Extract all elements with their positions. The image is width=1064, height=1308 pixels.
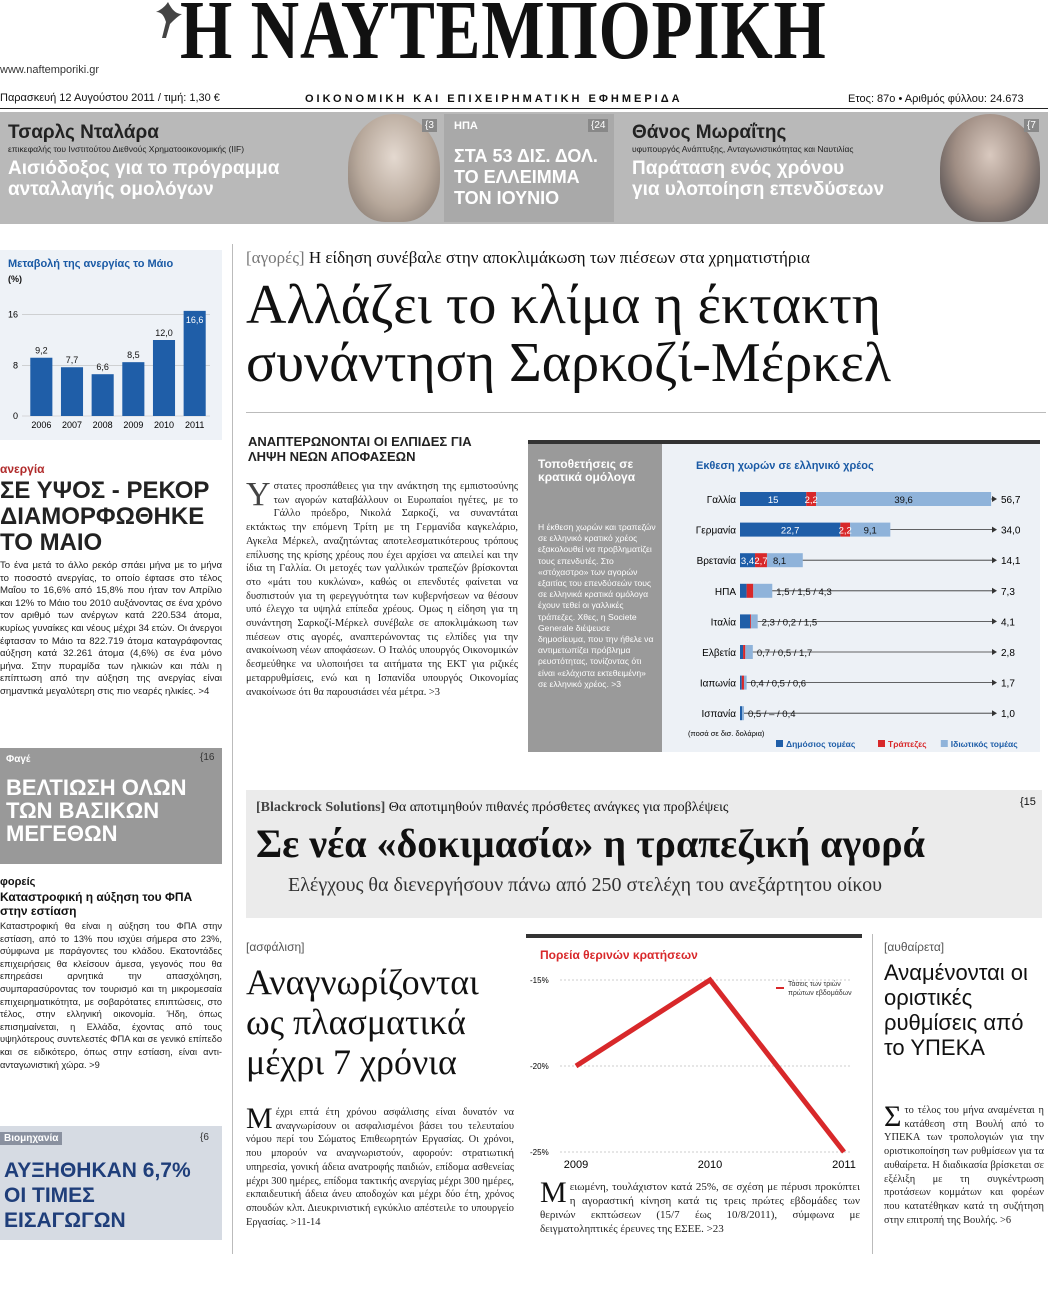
teaser-right-name: Θάνος Μωραΐτης [632,122,787,143]
teaser-left-name: Τσαρλς Νταλάρα [8,122,159,143]
exposure-legend-swatch [878,740,885,747]
left-sub-kicker: φορείς [0,876,36,888]
exposure-segment-label: 8,1 [772,556,787,568]
exposure-legend-swatch [941,740,948,747]
bookings-xtick: 2010 [697,1159,723,1171]
main-kicker [246,248,1046,268]
exposure-bar-segment [753,584,772,598]
exposure-segment-label: 0,7 / 0,5 / 1,7 [756,648,813,659]
blackrock-page: {15 [1020,796,1036,808]
exposure-bar-segment [740,645,743,659]
teaser-middle-text [454,146,604,209]
right-separator [872,934,873,1254]
left-kicker: ανεργία [0,462,45,476]
unemployment-ytick: 16 [7,309,18,320]
paper-subtitle: ΟΙΚΟΝΟΜΙΚΗ ΚΑΙ ΕΠΙΧΕΙΡΗΜΑΤΙΚΗ ΕΦΗΜΕΡΙΔΑ [305,93,683,105]
unemployment-xtick: 2008 [92,420,113,430]
exposure-segment-label: 2,2 [838,525,852,537]
unemployment-value-label: 6,6 [96,362,109,373]
teaser-left-headline-2: ανταλλαγής ομολόγων [8,179,214,200]
bookings-chart-panel [526,934,862,1174]
main-subhead: ΑΝΑΠΤΕΡΩΝΟΝΤΑΙ ΟΙ ΕΛΠΙΔΕΣ ΓΙΑ ΛΗΨΗ ΝΕΩΝ ΑΠΟΦΑΣΕΩΝ [248,434,472,464]
main-headline[interactable] [246,276,1046,392]
exposure-segment-label: 0,4 / 0,5 / 0,6 [750,678,807,690]
industry-box-page: {6 [200,1132,209,1143]
exposure-country-label: Βρετανία [696,556,736,568]
exposure-legend-label: Ιδιωτικός τομέας [950,739,1018,749]
unemployment-ytick: 8 [12,360,18,371]
exposure-bar-segment [744,676,747,690]
insurance-body: έχρι επτά έτη χρόνου ασφάλισης είναι δυνατόν να αναγνωρίσουν οι ασφαλισμένοι βάσει του τελευταίου νόμου περί του Σώματος Επιθεωρητών Εργασίας. Οι χρόνοι, που μπορούν να αναγνωριστούν, αφορούν: στρατιωτική υπηρεσία, γονική άδεια ανατροφής παιδιών, επίδομα ασθενείας μέχρι 300 ημέρες, επίδομα τακτικής ανεργίας μέχρι 300 ημέρες, εκπαιδευτική άδεια άνευ αποδοχών και μέχρι δύο έτη, χρόνος σπουδών κλπ. Διευκρινιστική εγκύκλιο απέστειλε το υπουργείο Εργασίας. >11-14 [246,1107,514,1228]
masthead-title: Η ΝΑΥΤΕΜΠΟΡΙΚΗ [180,0,827,77]
exposure-bar-segment [740,614,750,628]
unemployment-value-label: 16,6 [185,314,204,325]
blackrock-kicker [256,800,728,816]
industry-box[interactable] [0,1126,222,1240]
unemployment-ytick: 0 [12,411,18,421]
exposure-total-label: 2,8 [1001,648,1015,659]
exposure-box-title: Τοποθετήσεις σε κρατικά ομόλογα [538,457,636,484]
unemployment-bar [122,362,144,416]
left-body: Το ένα μετά το άλλο ρεκόρ σπάει μήνα με το μήνα το ποσοστό ανεργίας, το οποίο έφτασε στο τέλος Μαΐου το 16,6% από 15,8% που ήταν τον Απρίλιο και 12% το Μάιο του 2010 αυξάνοντας σε ένα χρόνο τον αριθμό των ανέργων κατά 220.534 άτομα, κυρίως γυναίκες και νέους μέχρι 34 ετών. Οι άνεργοι έφτασαν το Μάιο τα 822.719 άτομα καταγράφοντας αύξηση κατά 32.261 άτομα (4,6%) σε ένα μόνο μήνα. Στην πυραμίδα των ηλικιών και πάλι η επίπτωση από την αύξηση της ανεργίας είναι σημαντικά μεγαλύτερη στις πιο νεαρές ηλικίες. >4 [0,560,222,697]
exposure-total-label: 34,0 [1001,525,1021,537]
exposure-bar-segment [740,584,747,598]
right-kicker: [αυθαίρετα] [884,940,945,954]
fage-box-page: {16 [200,752,215,763]
exposure-segment-label: 2,3 / 0,2 / 1,5 [761,617,818,629]
main-headline-line-2: συνάντηση Σαρκοζί-Μέρκελ [246,332,892,394]
unemployment-chart-title: Μεταβολή της ανεργίας το Μάιο [8,258,174,270]
bookings-ytick: -25% [530,1148,549,1157]
unemployment-chart-ylabel: (%) [8,274,22,284]
teaser-right-headline-1: Παράταση ενός χρόνου [632,158,845,179]
exposure-bar-segment [740,706,742,720]
exposure-segment-label: 9,1 [863,525,877,537]
insurance-kicker: [ασφάλιση] [246,940,305,954]
unemployment-bar [61,367,83,416]
right-body: το τέλος του μήνα αναμένεται η κατάθεση στη Βουλή από το ΥΠΕΚΑ των τροπολογιών για την οριστικοποίηση των ρυθμίσεων για τα αυθαίρετα. Η διαδικασία βρίσκεται σε εξέλιξη με τη συγκέντρωση προτάσεων κομμάτων και φορέων που κατατέθηκαν κατά τη συζήτηση στην επιτροπή της Βουλής. >6 [884,1105,1044,1226]
exposure-arrow-icon [992,710,997,716]
teaser-right-headline-2: για υλοποίηση επενδύσεων [632,179,885,200]
unemployment-xtick: 2007 [61,420,83,430]
left-sub-head[interactable]: Καταστροφική η αύξηση του ΦΠΑ στην εστίαση [0,890,193,918]
fage-box-tag: Φαγέ [6,754,31,765]
exposure-box [528,440,662,752]
bookings-xtick: 2009 [563,1159,589,1171]
unemployment-value-label: 9,2 [35,345,48,356]
exposure-country-label: Ιταλία [710,617,736,629]
issue-number: Ετος: 87ο • Αριθμός φύλλου: 24.673 [848,93,1024,105]
bookings-body: ειωμένη, τουλάχιστον κατά 25%, σε σχέση με πέρυσι προκύπτει η αγοραστική κίνηση κατά τις τρεις πρώτες εβδομάδες των θερινών εκπτώσεων (15/7 έως 10/8/2011), σύμφωνα με δειγματοληπτικές έρευνες της ΕΣΕΕ. >23 [540,1181,860,1235]
masthead-divider [0,108,1048,109]
teaser-right-page: {7 [1024,119,1039,132]
exposure-chart-panel [662,444,1040,752]
exposure-bar-segment [742,676,744,690]
right-headline[interactable]: Αναμένονται οι οριστικές ρυθμίσεις από το ΥΠΕΚΑ [884,960,1028,1060]
unemployment-chart [0,250,222,440]
main-divider [246,412,1046,413]
exposure-note: (ποσά σε δισ. δολάρια) [688,729,765,738]
fage-box-headline: ΒΕΛΤΙΩΣΗ ΟΛΩΝ ΤΩΝ ΒΑΣΙΚΩΝ ΜΕΓΕΘΩΝ [6,775,187,846]
exposure-legend-label: Τράπεζες [888,739,927,749]
insurance-body-wrap [246,1102,514,1229]
bookings-body-wrap [540,1176,860,1236]
exposure-country-label: Γαλλία [706,495,736,506]
main-dropcap: Υ [246,476,271,513]
exposure-arrow-icon [992,557,997,563]
bookings-chart-title: Πορεία θερινών κρατήσεων [540,948,698,962]
exposure-segment-label: 3,4 [740,556,755,568]
exposure-country-label: Ισπανία [701,709,736,721]
blackrock-kicker-tag: [Blackrock Solutions] [256,800,386,815]
exposure-segment-label: 39,6 [894,495,913,506]
exposure-legend-label: Δημόσιος τομέας [786,739,856,749]
main-body-wrap [246,476,518,699]
exposure-segment-label: 2,2 [804,495,818,506]
teaser-left-page: {3 [422,119,437,132]
unemployment-value-label: 7,7 [65,355,79,366]
exposure-total-label: 56,7 [1001,495,1021,506]
teaser-middle-page: {24 [588,119,608,132]
exposure-bar-segment [745,645,753,659]
unemployment-value-label: 8,5 [127,350,140,361]
exposure-legend-swatch [776,740,783,747]
teaser-right-role: υφυπουργός Ανάπτυξης, Ανταγωνιστικότητας και Ναυτιλίας [632,144,854,154]
unemployment-bar [30,358,52,416]
unemployment-bar [184,311,206,416]
exposure-segment-label: 2,7 [754,556,768,568]
unemployment-xtick: 2009 [123,420,144,430]
exposure-total-label: 1,0 [1001,709,1015,721]
exposure-arrow-icon [992,496,997,502]
fage-box[interactable] [0,748,222,864]
exposure-bar-segment [743,645,745,659]
blackrock-kicker-text: Θα αποτιμηθούν πιθανές πρόσθετες ανάγκες για προβλέψεις [388,800,729,815]
bookings-dropcap: Μ [540,1176,567,1209]
exposure-country-label: Γερμανία [695,525,736,537]
bookings-chart-legend: Τάσεις των τριών πρώτων εβδομάδων [788,981,852,997]
unemployment-chart-panel [0,250,222,440]
exposure-bar-segment [747,584,754,598]
exposure-segment-label: 0,5 / – / 0,4 [747,709,796,721]
insurance-headline[interactable]: Αναγνωρίζονται ως πλασματικά μέχρι 7 χρόνια [246,962,479,1082]
exposure-segment-label: 15 [767,495,779,506]
column-separator [232,244,233,1254]
teaser-right[interactable] [632,122,962,200]
exposure-bar-segment [751,614,758,628]
bookings-xtick: 2011 [832,1159,856,1171]
exposure-country-label: Ιαπωνία [699,678,736,690]
exposure-arrow-icon [992,527,997,533]
unemployment-xtick: 2006 [31,420,52,430]
teaser-middle-line-3: ΤΟΝ ΙΟΥΝΙΟ [454,188,560,208]
exposure-country-label: ΗΠΑ [714,586,736,598]
exposure-bar-segment [740,676,742,690]
bookings-ytick: -15% [530,976,549,985]
exposure-chart-title: Εκθεση χωρών σε ελληνικό χρέος [696,460,874,472]
exposure-bar-segment [742,706,744,720]
blackrock-headline[interactable]: Σε νέα «δοκιμασία» η τραπεζική αγορά [256,821,925,866]
bookings-chart [526,934,862,1174]
unemployment-bar [153,340,175,416]
bookings-ytick: -20% [530,1062,549,1071]
unemployment-xtick: 2010 [153,420,175,430]
left-headline[interactable]: ΣΕ ΥΨΟΣ - ΡΕΚΟΡ ΔΙΑΜΟΡΦΩΘΗΚΕ ΤΟ ΜΑΙΟ [0,477,210,556]
main-kicker-text: Η είδηση συνέβαλε στην αποκλιμάκωση των πιέσεων στα χρηματιστήρια [308,248,810,267]
dateline: Παρασκευή 12 Αυγούστου 2011 / τιμή: 1,30 € [0,92,220,104]
exposure-total-label: 14,1 [1001,556,1021,568]
exposure-chart [662,444,1040,752]
exposure-segment-label: 22,7 [780,525,800,537]
exposure-bar-segment [750,614,751,628]
main-kicker-tag: [αγορές] [246,248,305,267]
exposure-arrow-icon [992,618,997,624]
exposure-arrow-icon [992,680,997,686]
main-body: στατες προσπάθειες για την ανάκτηση της εμπιστοσύνης των αγορών καταβάλλουν οι Ευρωπαίοι ηγέτες, με το Γάλλο πρόεδρο, Νικολά Σαρκοζί, να συναντάται εκτάκτως την επόμενη Τρίτη με τη Γερμανίδα καγκελάριο, Αγκελα Μέρκελ, αναζητώντας αποτελεσματικότερους τρόπους επίλυσης της κρίσης χρέους που έχει αρχίσει να απειλεί και την ίδια τη Γαλλία. Οι μετοχές των γαλλικών τραπεζών βρίσκονται στο «μάτι του κυκλώνα», καθώς οι επενδυτές φαίνεται να δυσπιστούν για τη φερεγγυότητα των κυβερνήσεων να θέσουν υπό έλεγχο τα υψηλά επίπεδα χρέους. Ομως η είδηση για τη συνάντηση Σαρκοζί-Μέρκελ συνέβαλε σε αποκλιμάκωση των πιέσεων στις αγορές, αναπτερώνοντας τις ελπίδες για την ανακοίνωση νέων αποφάσεων. Ο Ιταλός υπουργός Οικονομικών δεσμεύθηκε να υλοποιήσει τα αιτήματα της ΕΚΤ για ριζικές μεταρρυθμίσεις, ενώ και η Ισπανίδα υπουργός Οικονομίας ανακοίνωσε ότι θα παρουσιάσει νέα μέτρα. >3 [246,481,518,698]
right-dropcap: Σ [884,1100,902,1133]
exposure-total-label: 4,1 [1001,617,1015,629]
teaser-middle-line-1: ΣΤΑ 53 ΔΙΣ. ΔΟΛ. [454,146,598,166]
left-sub-body: Καταστροφική θα είναι η αύξηση του ΦΠΑ στην εστίαση, από το 13% που ισχύει σήμερα στο 23%, σύμφωνα με παράγοντες του κλάδου. Εκατοντάδες επιχειρήσεις θα κλείσουν άμεσα, γεγονός που θα επηρεάσει αρνητικά την απασχόληση, συμπαρασύροντας τον τουρισμό και τη μικρομεσαία επιχειρηματικότητα, με σοβαρότατες επιπτώσεις, στο τέλος, στην ελληνική οικονομία. Ήδη, όπως επισημαίνεται, η Ελλάδα, έχοντας από τους υψηλότερους συντελεστές ΦΠΑ και σε γενικό επίπεδο και σε ειδικότερο, όπως στην εστίαση, είναι αντι-ανταγωνιστική χώρα. >9 [0,921,222,1070]
main-headline-line-1: Αλλάζει το κλίμα η έκτακτη [246,274,882,336]
site-url[interactable]: www.naftemporiki.gr [0,64,100,76]
industry-box-headline: ΑΥΞΗΘΗΚΑΝ 6,7% ΟΙ ΤΙΜΕΣ ΕΙΣΑΓΩΓΩΝ [4,1159,191,1232]
teaser-middle-tag: ΗΠΑ [454,120,478,132]
unemployment-value-label: 12,0 [155,328,173,338]
insurance-dropcap: Μ [246,1102,273,1135]
right-body-wrap [884,1100,1044,1227]
unemployment-bar [92,374,114,416]
exposure-segment-label: 1,5 / 1,5 / 4,3 [776,586,832,598]
exposure-total-label: 7,3 [1001,586,1015,598]
teaser-left-headline-1: Αισιόδοξος για το πρόγραμμα [8,158,280,179]
industry-box-tag: Βιομηχανία [0,1132,62,1145]
exposure-arrow-icon [992,649,997,655]
exposure-arrow-icon [992,588,997,594]
teaser-left-role: επικεφαλής του Ινστιτούτου Διεθνούς Χρηματοοικονομικής (IIF) [8,144,245,154]
unemployment-xtick: 2011 [184,420,205,430]
exposure-total-label: 1,7 [1001,678,1015,690]
exposure-box-text: Η έκθεση χωρών και τραπεζών σε ελληνικό κρατικό χρέος εξακολουθεί να προβληματίζει τους επενδυτές. Στο «στόχαστρο» των αγορών εξαιτίας του επενδύσεών τους σε ελληνικά κρατικά ομόλογα έχουν τεθεί οι γαλλικές τράπεζες. Χθες, η Societe Generale διέψευσε δημοσίευμα, που την ήθελε να αντιμετωπίζει πρόβλημα ρευστότητας, τονίζοντας ότι είναι «ελάχιστα εκτεθειμένη» σε ελληνικό χρέος. >3 [538,522,656,689]
blackrock-sub: Ελέγχους θα διενεργήσουν πάνω από 250 στελέχη του ανεξάρτητου οίκου [288,874,882,896]
teaser-middle-line-2: ΤΟ ΕΛΛΕΙΜΜΑ [454,167,580,187]
exposure-country-label: Ελβετία [702,648,736,659]
